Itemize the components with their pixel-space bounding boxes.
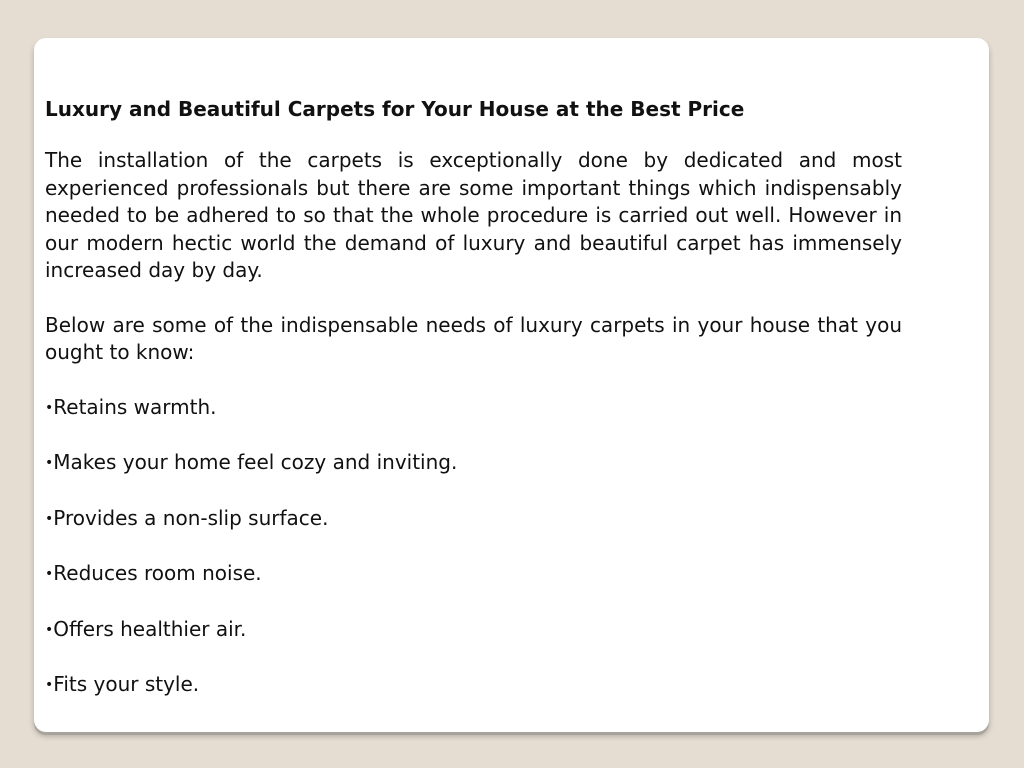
list-item: • Provides a non-slip surface. [45,505,902,534]
slide-content [45,93,902,727]
slide-title: Luxury and Beautiful Carpets for Your House at the Best Price [45,97,745,121]
list-item: • Fits your style. [45,671,902,700]
list-item: • Reduces room noise. [45,560,902,589]
list-item: • Retains warmth. [45,394,902,423]
intro-paragraph: The installation of the carpets is exceptionally done by dedicated and most experienced professionals but there are some important things which indispensably needed to be adhered to so that the whole procedure is carried out well. However in our modern hectic world the demand of luxury and beautiful carpet has immensely increased day by day. [45,148,902,282]
list-item: • Makes your home feel cozy and inviting. [45,449,902,478]
needs-paragraph: Below are some of the indispensable needs of luxury carpets in your house that you ought to know: [45,312,902,364]
benefits-list [45,394,902,700]
list-item: • Offers healthier air. [45,616,902,645]
